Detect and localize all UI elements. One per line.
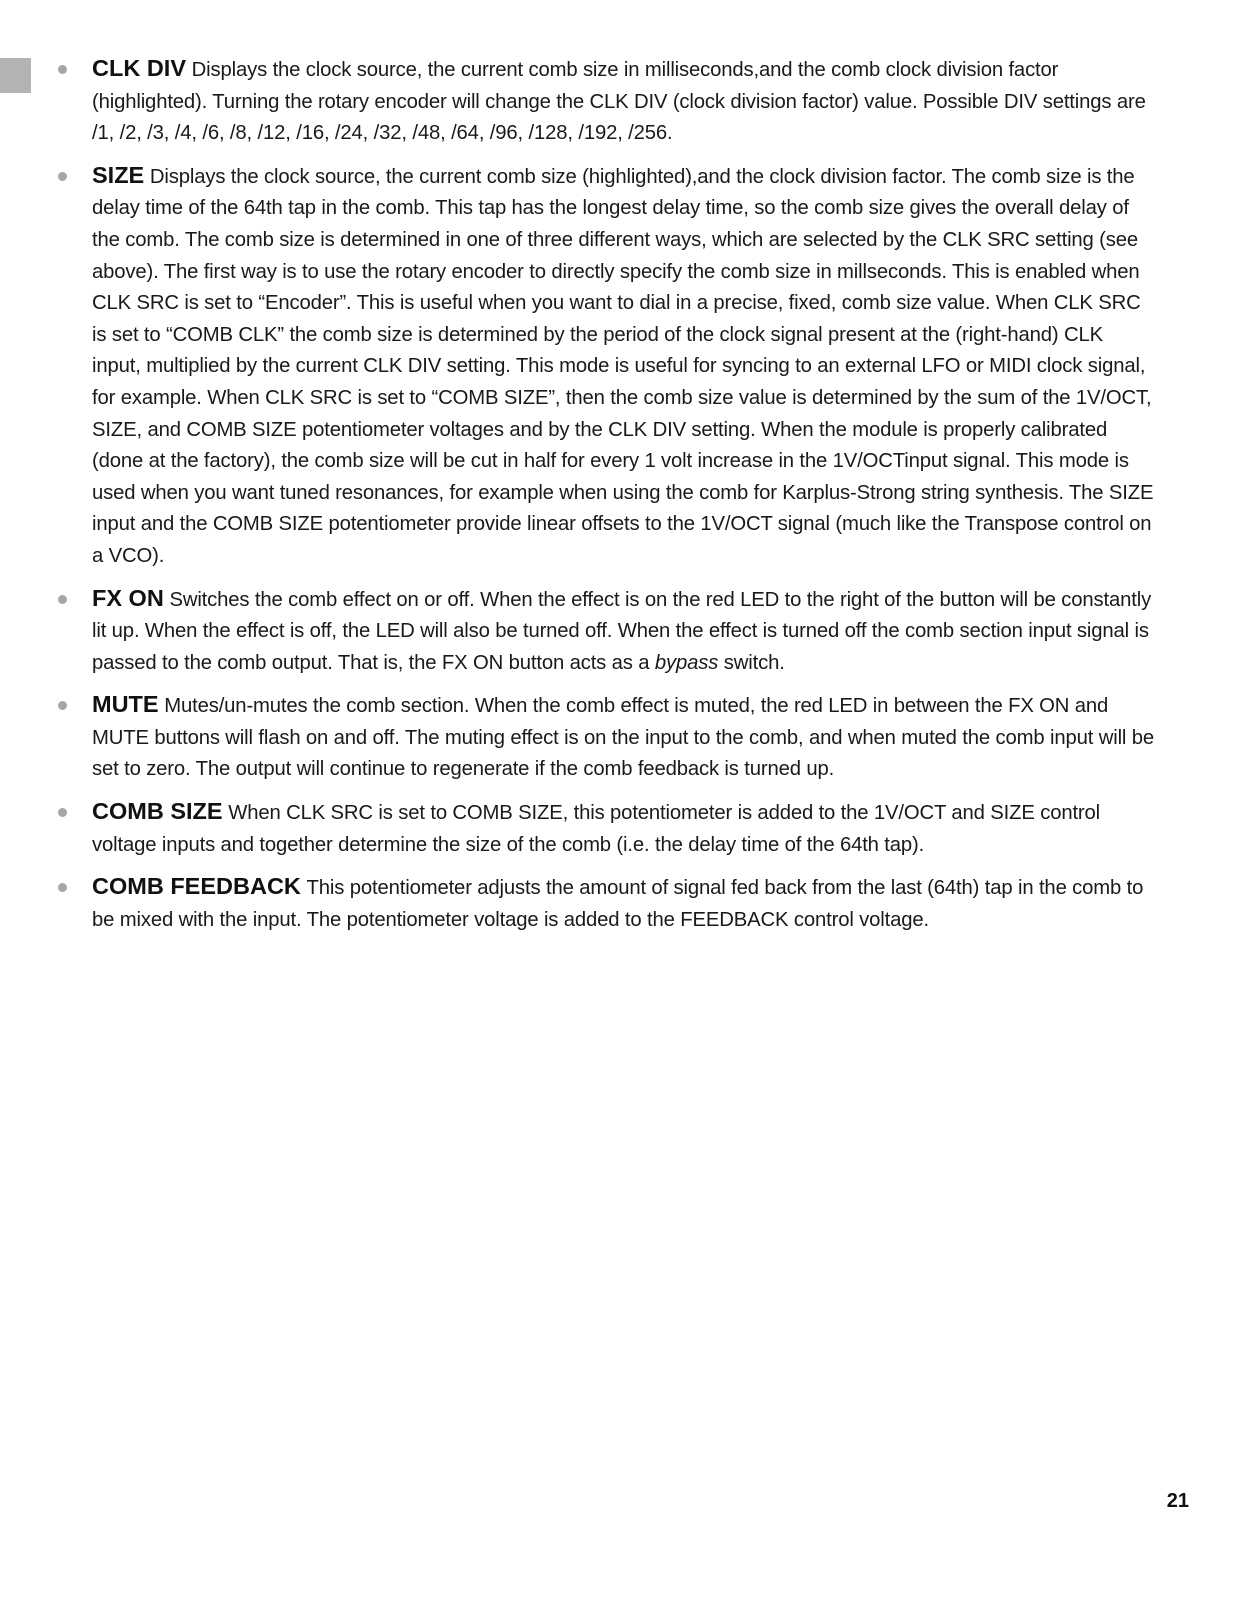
page-number: 21 [1166,1490,1189,1512]
term-mute: MUTE [92,691,159,718]
list-item-clk-div [56,53,1156,150]
description-fx-on-text: Switches the comb effect on or off. When the effect is on the red LED to the right of the button will be constantly lit up. When the effect is off, the LED will also be turned off. When the effect is turned off the comb section input signal is passed to the comb output. That is, the FX ON button acts as a [92,588,1152,674]
description-comb-size: When CLK SRC is set to COMB SIZE, this potentiometer is added to the 1V/OCT and SIZE control voltage inputs and together determine the size of the comb (i.e. the delay time of the 64th tap). [92,802,1101,856]
bullet-icon [58,595,67,604]
description-clk-div: Displays the clock source, the current comb size in milliseconds,and the comb clock division factor (highlighted). Turning the rotary encoder will change the CLK DIV (clock division factor) value. Possible DIV settings are /1, /2, /3, /4, /6, /8, /12, /16, /24, /32, /48, /64, /96, /128, /192, /256. [92,59,1146,145]
description-size: Displays the clock source, the current comb size (highlighted),and the clock division factor. The comb size is the delay time of the 64th tap in the comb. This tap has the longest delay time, so the comb size gives the overall delay of the comb. The comb size is determined in one of three different ways, which are selected by the CLK SRC setting (see above). The first way is to use the rotary encoder to directly specify the comb size in millseconds. This is enabled when CLK SRC is set to “Encoder”. This is useful when you want to dial in a precise, fixed, comb size value. When CLK SRC is set to “COMB CLK” the comb size is determined by the period of the clock signal present at the (right-hand) CLK input, multiplied by the current CLK DIV setting. This mode is useful for syncing to an external LFO or MIDI clock signal, for example. When CLK SRC is set to “COMB SIZE”, then the comb size value is determined by the sum of the 1V/OCT, SIZE, and COMB SIZE potentiometer voltages and by the CLK DIV setting. When the module is properly calibrated (done at the factory), the comb size will be cut in half for every 1 volt increase in the 1V/OCTinput signal. This mode is used when you want tuned resonances, for example when using the comb for Karplus-Strong string synthesis. The SIZE input and the COMB SIZE potentiometer provide linear offsets to the 1V/OCT signal (much like the Transpose control on a VCO). [92,165,1154,567]
bullet-icon [58,808,67,817]
term-fx-on: FX ON [92,584,164,611]
list-item-mute [56,689,1156,786]
term-size: SIZE [92,161,145,188]
bullet-icon [58,172,67,181]
description-fx-on-tail: switch. [723,651,785,674]
term-comb-feedback: COMB FEEDBACK [92,873,301,900]
bullet-icon [58,701,67,710]
bullet-icon [58,65,67,74]
term-comb-size: COMB SIZE [92,798,223,825]
parameter-list [56,53,1156,946]
description-fx-on [92,589,1151,674]
description-mute: Mutes/un-mutes the comb section. When the comb effect is muted, the red LED in between the FX ON and MUTE buttons will flash on and off. The muting effect is on the input to the comb, and when muted the comb input will be set to zero. The output will continue to regenerate if the comb feedback is turned up. [92,695,1155,781]
list-item-fx-on [56,583,1156,680]
description-fx-on-emphasis: bypass [654,651,719,674]
list-item-size [56,160,1156,573]
section-tab-marker [0,58,31,93]
list-item-comb-feedback [56,871,1156,936]
bullet-icon [58,883,67,892]
list-item-comb-size [56,796,1156,861]
description-comb-feedback: This potentiometer adjusts the amount of signal fed back from the last (64th) tap in the comb to be mixed with the input. The potentiometer voltage is added to the FEEDBACK control voltage. [92,877,1144,931]
term-clk-div: CLK DIV [92,55,186,81]
